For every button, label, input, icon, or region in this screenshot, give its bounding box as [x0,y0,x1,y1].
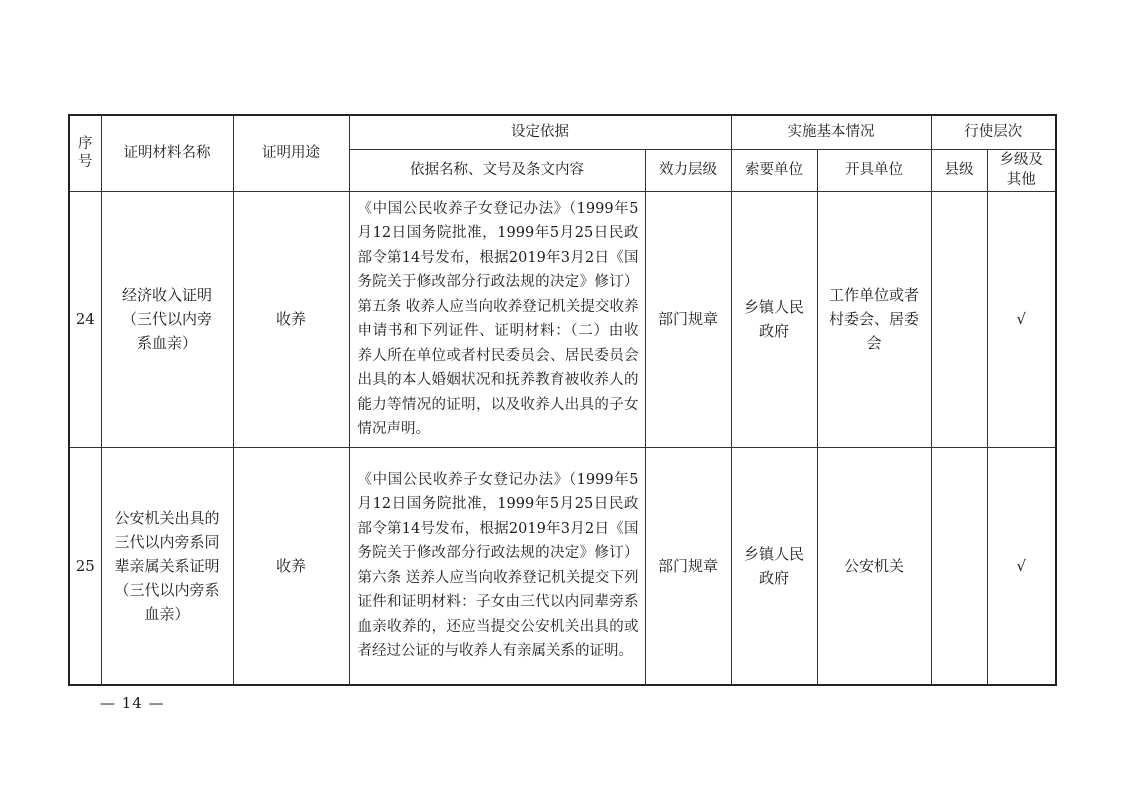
header-exercise-level-group: 行使层次 [931,115,1056,149]
cell-effect-level: 部门规章 [645,447,731,685]
cell-effect-level: 部门规章 [645,191,731,447]
header-basis-detail: 依据名称、文号及条文内容 [349,149,645,191]
cell-requesting-unit: 乡镇人民政府 [731,447,817,685]
cell-basis: 《中国公民收养子女登记办法》（1999年5月12日国务院批准，1999年5月25日民政部令第14号发布，根据2019年3月2日《国务院关于修改部分行政法规的决定》修订）第五条 收养人应当向收养登记机关提交收养申请书和下列证件、证明材料：（二）由收养人所在单位或者村民委员会、居民委员会出具的本人婚姻状况和抚养教育被收养人的能力等情况的证明，以及收养人出具的子女情况声明。 [349,191,645,447]
page-number: — 14 — [100,694,165,712]
table-row [69,191,1056,447]
header-basis-group: 设定依据 [349,115,731,149]
cell-basis: 《中国公民收养子女登记办法》（1999年5月12日国务院批准，1999年5月25日民政部令第14号发布，根据2019年3月2日《国务院关于修改部分行政法规的决定》修订）第六条 送养人应当向收养登记机关提交下列证件和证明材料：子女由三代以内同辈旁系血亲收养的，还应当提交公安机关出具的或者经过公证的与收养人有亲属关系的证明。 [349,447,645,685]
document-table-container [68,114,1057,686]
cell-purpose: 收养 [233,447,349,685]
cell-issuing-unit: 工作单位或者村委会、居委会 [817,191,931,447]
cell-seq: 24 [69,191,101,447]
header-township-and-other: 乡级及其他 [987,149,1056,191]
header-seq: 序号 [69,115,101,191]
cell-issuing-unit: 公安机关 [817,447,931,685]
certificate-materials-table [68,114,1057,686]
header-effect-level: 效力层级 [645,149,731,191]
header-county-level: 县级 [931,149,987,191]
cell-purpose: 收养 [233,191,349,447]
table-row [69,447,1056,685]
header-material-name: 证明材料名称 [101,115,233,191]
cell-county [931,447,987,685]
cell-material-name: 公安机关出具的三代以内旁系同辈亲属关系证明（三代以内旁系血亲） [101,447,233,685]
header-requesting-unit: 索要单位 [731,149,817,191]
cell-seq: 25 [69,447,101,685]
cell-township-check: √ [987,191,1056,447]
header-implementation-group: 实施基本情况 [731,115,931,149]
header-purpose: 证明用途 [233,115,349,191]
cell-county [931,191,987,447]
header-issuing-unit: 开具单位 [817,149,931,191]
cell-requesting-unit: 乡镇人民政府 [731,191,817,447]
cell-township-check: √ [987,447,1056,685]
cell-material-name: 经济收入证明（三代以内旁系血亲） [101,191,233,447]
